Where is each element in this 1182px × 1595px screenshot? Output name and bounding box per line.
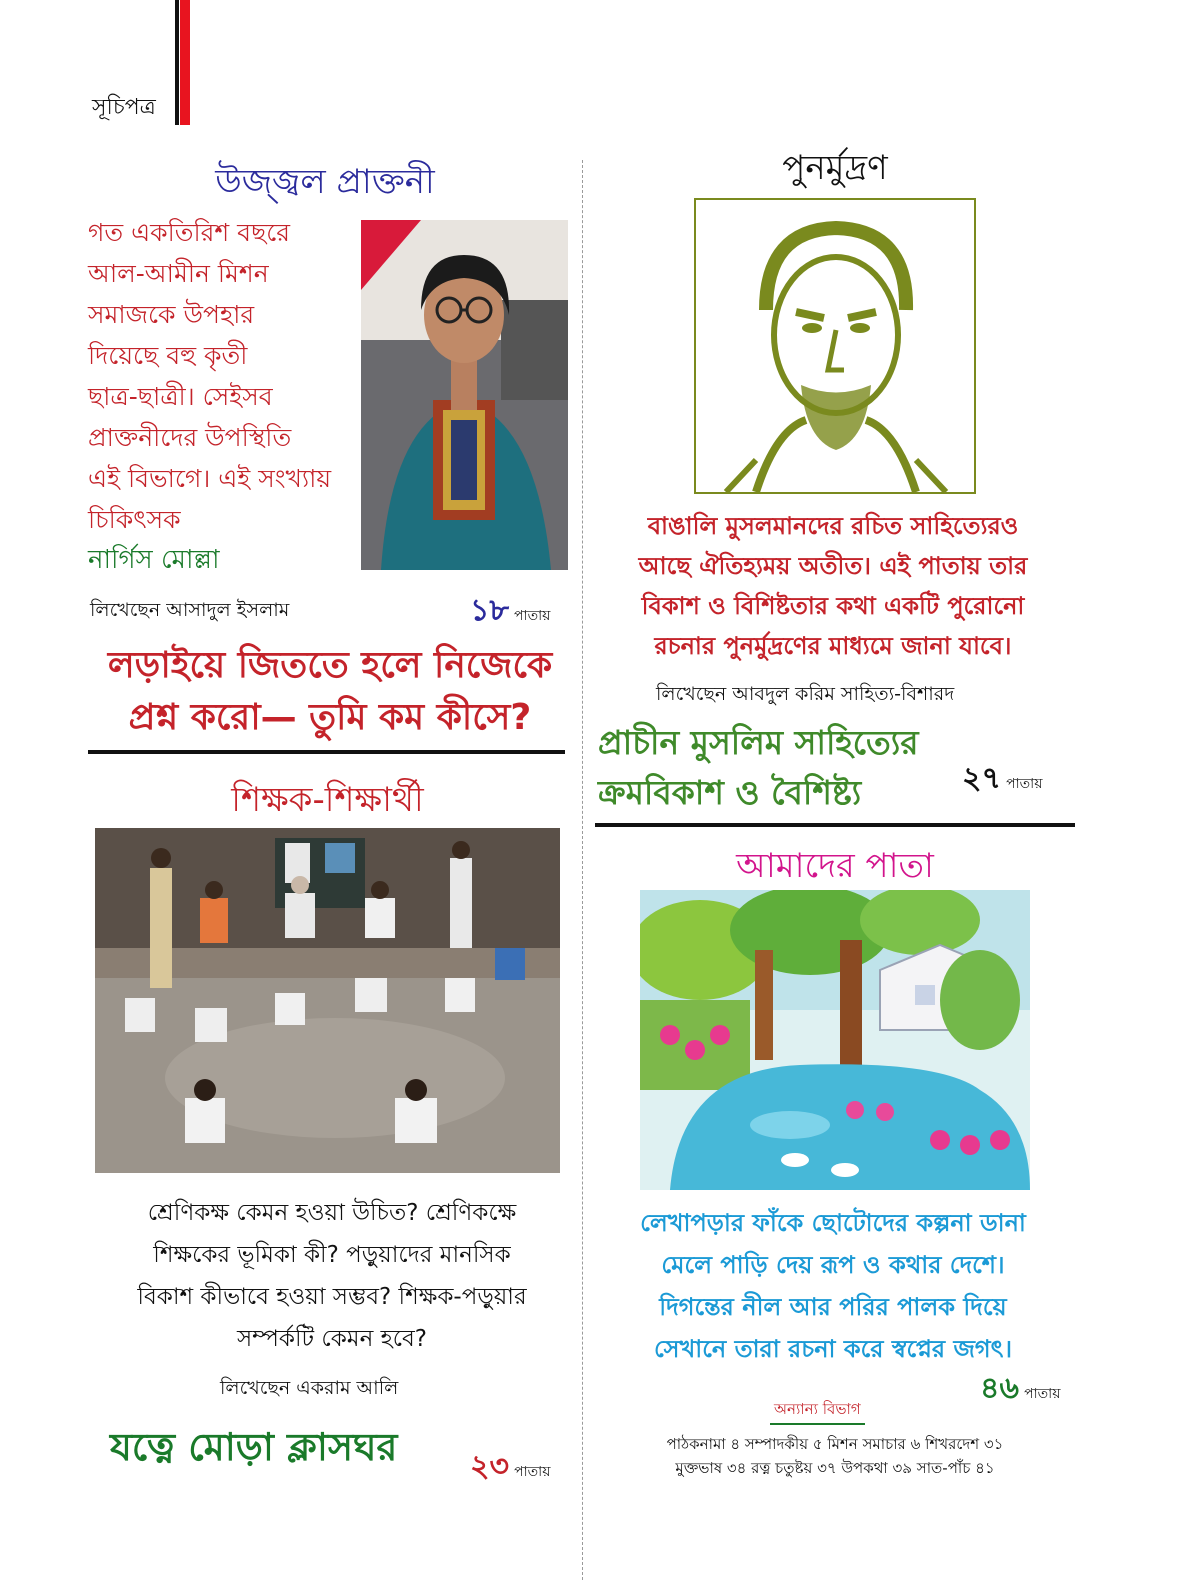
- page-word: পাতায়: [514, 1464, 551, 1480]
- alumni-photo: [361, 220, 568, 570]
- alumni-blurb: [88, 212, 331, 581]
- page-word: পাতায়: [514, 608, 551, 624]
- reprint-line: আছে ঐতিহ্যময় অতীত। এই পাতায় তার: [638, 552, 1028, 580]
- reprint-line: বিকাশ ও বিশিষ্টতার কথা একটি পুরোনো: [641, 592, 1025, 620]
- right-divider: [595, 823, 1075, 827]
- other-heading: অন্যান্য বিভাগ: [770, 1398, 865, 1425]
- reprint-line: রচনার পুনর্মুদ্রণের মাধ্যমে জানা যাবে।: [654, 632, 1012, 660]
- ourpage-line: সেখানে তারা রচনা করে স্বপ্নের জগৎ।: [653, 1335, 1013, 1363]
- page-number: ১৮: [470, 593, 509, 628]
- alumni-line: সমাজকে উপহার: [88, 300, 255, 329]
- teacher-heading: শিক্ষক-শিক্ষার্থী: [231, 780, 424, 820]
- byline-prefix: লিখেছেন: [220, 1377, 291, 1399]
- teacher-line: সম্পর্কটি কেমন হবে?: [237, 1326, 427, 1352]
- byline-prefix: লিখেছেন: [90, 599, 161, 621]
- classroom-photo: [95, 828, 560, 1173]
- alumni-author: আসাদুল ইসলাম: [166, 599, 290, 621]
- alumni-line: প্রাক্তনীদের উপস্থিতি: [88, 423, 292, 452]
- ourpage-blurb: [598, 1202, 1068, 1370]
- teacher-author: একরাম আলি: [296, 1377, 399, 1399]
- section-label: সূচিপত্র: [92, 95, 156, 120]
- reprint-title[interactable]: [598, 718, 919, 818]
- drawing-illustration: [640, 890, 1030, 1190]
- page-number: ৪৬: [980, 1371, 1019, 1406]
- left-divider: [88, 750, 565, 754]
- reprint-byline: [656, 680, 954, 712]
- column-divider: [582, 160, 583, 1580]
- alumni-byline: [90, 596, 289, 628]
- teacher-line: শ্রেণিকক্ষ কেমন হওয়া উচিত? শ্রেণিকক্ষে: [147, 1200, 517, 1226]
- teacher-title[interactable]: যত্নে মোড়া ক্লাসঘর: [110, 1425, 398, 1469]
- other-line: মুক্তভাষ ৩৪ রত্ন চতুষ্টয় ৩৭ উপকথা ৩৯ সাত-পাঁচ ৪১: [675, 1459, 995, 1477]
- alumni-title-line: প্রশ্ন করো— তুমি কম কীসে?: [128, 697, 532, 738]
- reprint-title-line: প্রাচীন মুসলিম সাহিত্যের: [598, 723, 919, 762]
- reprint-page-ref[interactable]: [962, 754, 1042, 805]
- alumni-title-line: লড়াইয়ে জিততে হলে নিজেকে: [107, 645, 553, 686]
- header-black-bar: [175, 0, 179, 125]
- alumni-line: এই বিভাগে। এই সংখ্যায়: [88, 464, 332, 493]
- teacher-page-ref[interactable]: [470, 1442, 550, 1493]
- teacher-line: বিকাশ কীভাবে হওয়া সম্ভব? শিক্ষক-পড়ুয়ার: [137, 1284, 527, 1310]
- alumni-name: নার্গিস মোল্লা: [88, 545, 220, 575]
- alumni-heading: উজ্জ্বল প্রাক্তনী: [215, 162, 435, 202]
- alumni-line: চিকিৎসক: [88, 505, 181, 534]
- teacher-byline: [220, 1374, 398, 1406]
- other-sections: [600, 1432, 1070, 1480]
- teacher-blurb: [82, 1192, 582, 1360]
- page-word: পাতায়: [1006, 776, 1043, 792]
- ourpage-page-ref[interactable]: [980, 1364, 1060, 1415]
- reprint-blurb: [598, 506, 1068, 666]
- ourpage-heading: আমাদের পাতা: [736, 846, 934, 886]
- alumni-line: ছাত্র-ছাত্রী। সেইসব: [88, 382, 273, 411]
- page-number: ২৭: [962, 761, 1002, 796]
- ourpage-line: দিগন্তের নীল আর পরির পালক দিয়ে: [659, 1293, 1007, 1321]
- header-red-bar: [180, 0, 190, 125]
- alumni-line: আল-আমীন মিশন: [88, 259, 269, 288]
- alumni-line: দিয়েছে বহু কৃতী: [88, 341, 248, 370]
- alumni-title[interactable]: [80, 640, 580, 744]
- page-word: পাতায়: [1024, 1386, 1061, 1402]
- portrait-frame: [694, 198, 976, 494]
- reprint-title-line: ক্রমবিকাশ ও বৈশিষ্ট্য: [598, 773, 862, 812]
- alumni-page-ref[interactable]: [470, 586, 550, 637]
- alumni-line: গত একতিরিশ বছরে: [88, 218, 291, 247]
- teacher-line: শিক্ষকের ভূমিকা কী? পড়ুয়াদের মানসিক: [153, 1242, 511, 1268]
- reprint-heading: পুনর্মুদ্রণ: [782, 148, 888, 188]
- ourpage-line: মেলে পাড়ি দেয় রূপ ও কথার দেশে।: [661, 1251, 1005, 1279]
- reprint-author: আবদুল করিম সাহিত্য-বিশারদ: [732, 683, 955, 705]
- portrait-illustration: [696, 200, 974, 492]
- reprint-line: বাঙালি মুসলমানদের রচিত সাহিত্যেরও: [647, 512, 1019, 540]
- other-line: পাঠকনামা ৪ সম্পাদকীয় ৫ মিশন সমাচার ৬ শিখরদেশ ৩১: [666, 1435, 1004, 1453]
- ourpage-line: লেখাপড়ার ফাঁকে ছোটোদের কল্পনা ডানা: [640, 1209, 1026, 1237]
- page-number: ২৩: [470, 1449, 510, 1484]
- byline-prefix: লিখেছেন: [656, 683, 727, 705]
